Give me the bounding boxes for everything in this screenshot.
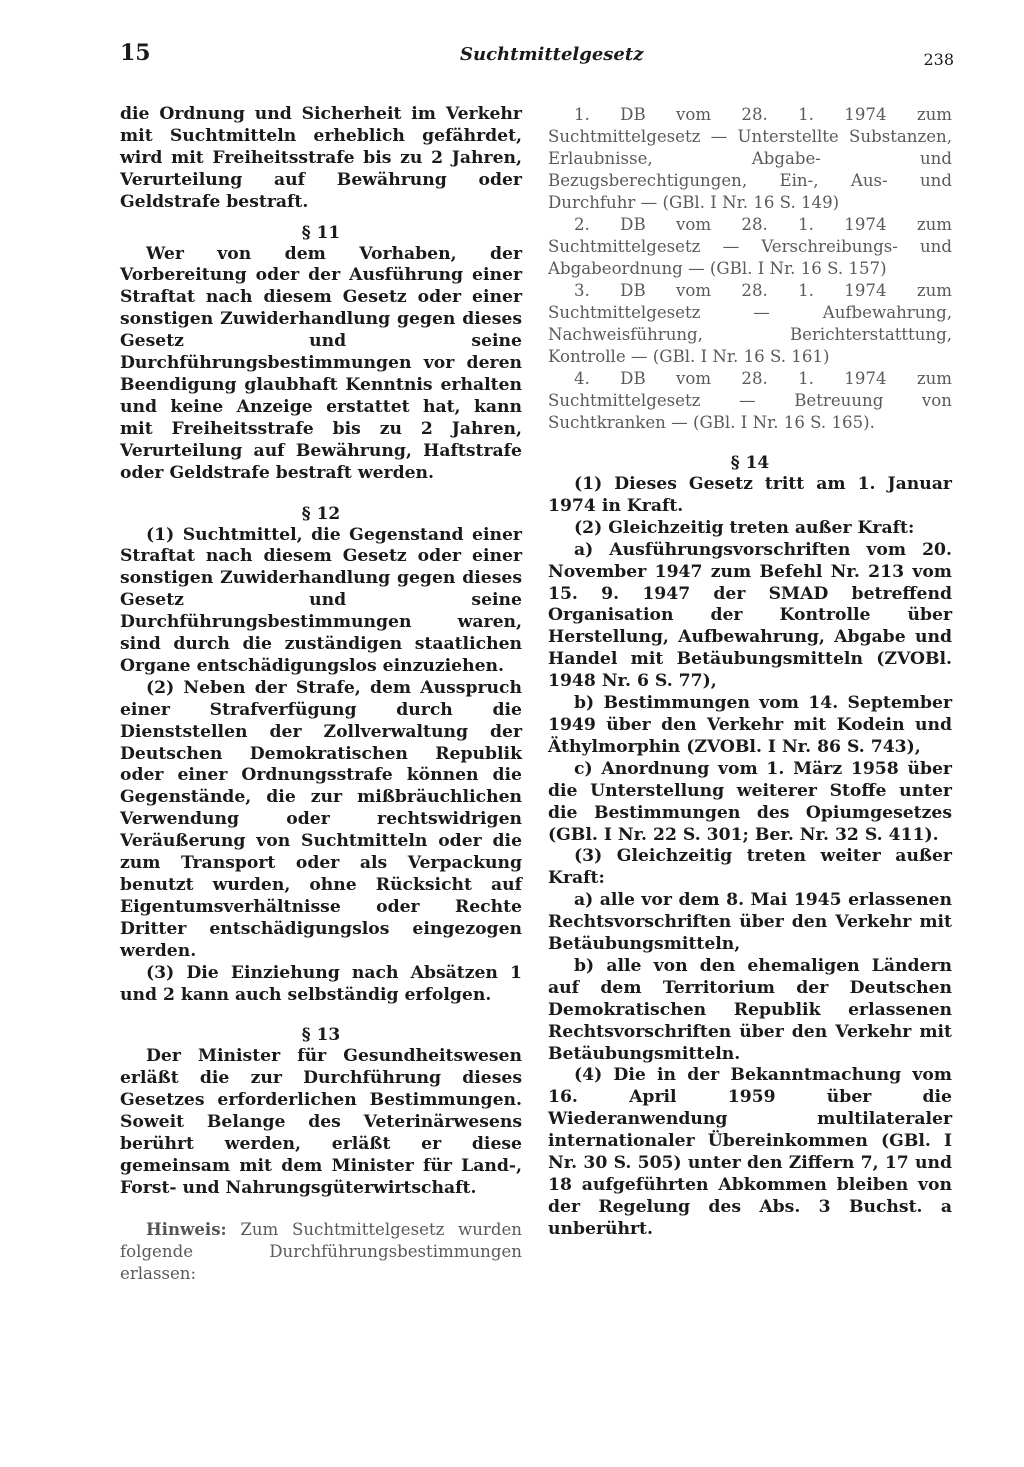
section-14-heading: § 14 <box>730 453 770 473</box>
right-column <box>548 104 952 1241</box>
db-2-entry: 2. DB vom 28. 1. 1974 zum Suchtmittelgesetz — Verschreibungs- und Abgabeordnung — (GBl. I Nr. 16 S. 157) <box>548 215 952 278</box>
section-11-text: Wer von dem Vorhaben, der Vorbereitung oder der Ausführung einer Straftat nach diesem Gesetz oder einer sonstigen Zuwiderhandlung gegen dieses Gesetz und seine Durchführungsbestimmungen vor deren Beendigung glaubhaft Kenntnis erhalten und keine Anzeige erstattet hat, kann mit Freiheitsstrafe bis zu 2 Jahren, Verurteilung auf Bewährung, Haftstrafe oder Geldstrafe bestraft werden. <box>120 243 522 483</box>
section-12-paragraph-3: (3) Die Einziehung nach Absätzen 1 und 2 kann auch selbständig erfolgen. <box>120 962 522 1005</box>
section-11-heading: § 11 <box>301 222 341 243</box>
section-14-paragraph-4: (4) Die in der Bekanntmachung vom 16. April 1959 über die Wiederanwendung multilateraler internationaler Übereinkommen (GBl. I Nr. 30 S. 505) unter den Ziffern 7, 17 und 18 aufgeführten Abkommen bleiben von der Regelung des Abs. 3 Buchst. a unberührt. <box>548 1065 952 1239</box>
section-14-paragraph-2: (2) Gleichzeitig treten außer Kraft: <box>574 517 915 538</box>
section-14-item-a: a) Ausführungsvorschriften vom 20. November 1947 zum Befehl Nr. 213 vom 15. 9. 1947 der SMAD betreffend Organisation der Kontrolle über Herstellung, Aufbewahrung, Abgabe und Handel mit Betäubungsmitteln (ZVOBl. 1948 Nr. 6 S. 77), <box>548 539 952 692</box>
section-14-3-item-a: a) alle vor dem 8. Mai 1945 erlassenen Rechtsvorschriften über den Verkehr mit Betäubungsmitteln, <box>548 890 952 955</box>
left-column <box>120 104 522 1285</box>
page-number: 238 <box>923 50 954 69</box>
section-12-heading: § 12 <box>301 503 341 524</box>
section-12-paragraph-2: (2) Neben der Strafe, dem Ausspruch einer Strafverfügung durch die Dienststellen der Zollverwaltung der Deutschen Demokratischen Republik oder einer Ordnungsstrafe können die Gegenstände, die zur mißbräuchlichen Verwendung oder rechtswidrigen Veräußerung von Suchtmitteln oder die zum Transport oder als Verpackung benutzt wurden, ohne Rücksicht auf Eigentumsverhältnisse oder Rechte Dritter entschädigungslos eingezogen werden. <box>120 677 522 961</box>
hinweis-note <box>120 1218 522 1285</box>
db-4-entry: 4. DB vom 28. 1. 1974 zum Suchtmittelgesetz — Betreuung von Suchtkranken — (GBl. I Nr. 16 S. 165). <box>548 369 952 432</box>
page-section-number: 15 <box>120 40 151 66</box>
hinweis-label: Hinweis: <box>146 1218 227 1239</box>
section-13-text: Der Minister für Gesundheitswesen erläßt die zur Durchführung dieses Gesetzes erforderlichen Bestimmungen. Soweit Belange des Veterinärwesens berührt werden, erläßt er diese gemeinsam mit dem Minister für Land-, Forst- und Nahrungsgüterwirtschaft. <box>120 1046 522 1198</box>
hinweis-text: Zum Suchtmittelgesetz wurden folgende Durchführungsbestimmungen erlassen: <box>120 1219 522 1283</box>
section-14-paragraph-1: (1) Dieses Gesetz tritt am 1. Januar 1974 in Kraft. <box>548 474 952 516</box>
section-14-3-item-b: b) alle von den ehemaligen Ländern auf dem Territorium der Deutschen Demokratischen Republik erlassenen Rechtsvorschriften über den Verkehr mit Betäubungsmitteln. <box>548 955 952 1064</box>
section-14 <box>548 452 952 1241</box>
section-14-item-b: b) Bestimmungen vom 14. September 1949 über den Verkehr mit Kodein und Äthylmorphin (ZVOBl. I Nr. 86 S. 743), <box>548 693 952 757</box>
db-1-entry: 1. DB vom 28. 1. 1974 zum Suchtmittelgesetz — Unterstellte Substanzen, Erlaubnisse, Abgabe- und Bezugsberechtigungen, Ein-, Aus- und Durchfuhr — (GBl. I Nr. 16 S. 149) <box>548 105 952 212</box>
page-header <box>0 40 1024 80</box>
section-14-item-c: c) Anordnung vom 1. März 1958 über die Unterstellung weiterer Stoffe unter die Bestimmungen des Opiumgesetzes (GBl. I Nr. 22 S. 301; Ber. Nr. 32 S. 411). <box>548 758 952 845</box>
running-title: Suchtmittelgesetz <box>460 44 644 65</box>
db-3-entry: 3. DB vom 28. 1. 1974 zum Suchtmittelgesetz — Aufbewahrung, Nachweisführung, Berichterstatttung, Kontrolle — (GBl. I Nr. 16 S. 161) <box>548 281 952 366</box>
intro-paragraph: die Ordnung und Sicherheit im Verkehr mit Suchtmitteln erheblich gefährdet, wird mit Freiheitsstrafe bis zu 2 Jahren, Verurteilung auf Bewährung oder Geldstrafe bestraft. <box>120 104 522 212</box>
section-14-paragraph-3: (3) Gleichzeitig treten weiter außer Kraft: <box>548 846 952 889</box>
section-13-heading: § 13 <box>301 1025 341 1046</box>
section-12-paragraph-1: (1) Suchtmittel, die Gegenstand einer Straftat nach diesem Gesetz oder einer sonstigen Zuwiderhandlung gegen dieses Gesetz und seine Durchführungsbestimmungen waren, sind durch die zuständigen staatlichen Organe entschädigungslos einzuziehen. <box>120 524 522 676</box>
